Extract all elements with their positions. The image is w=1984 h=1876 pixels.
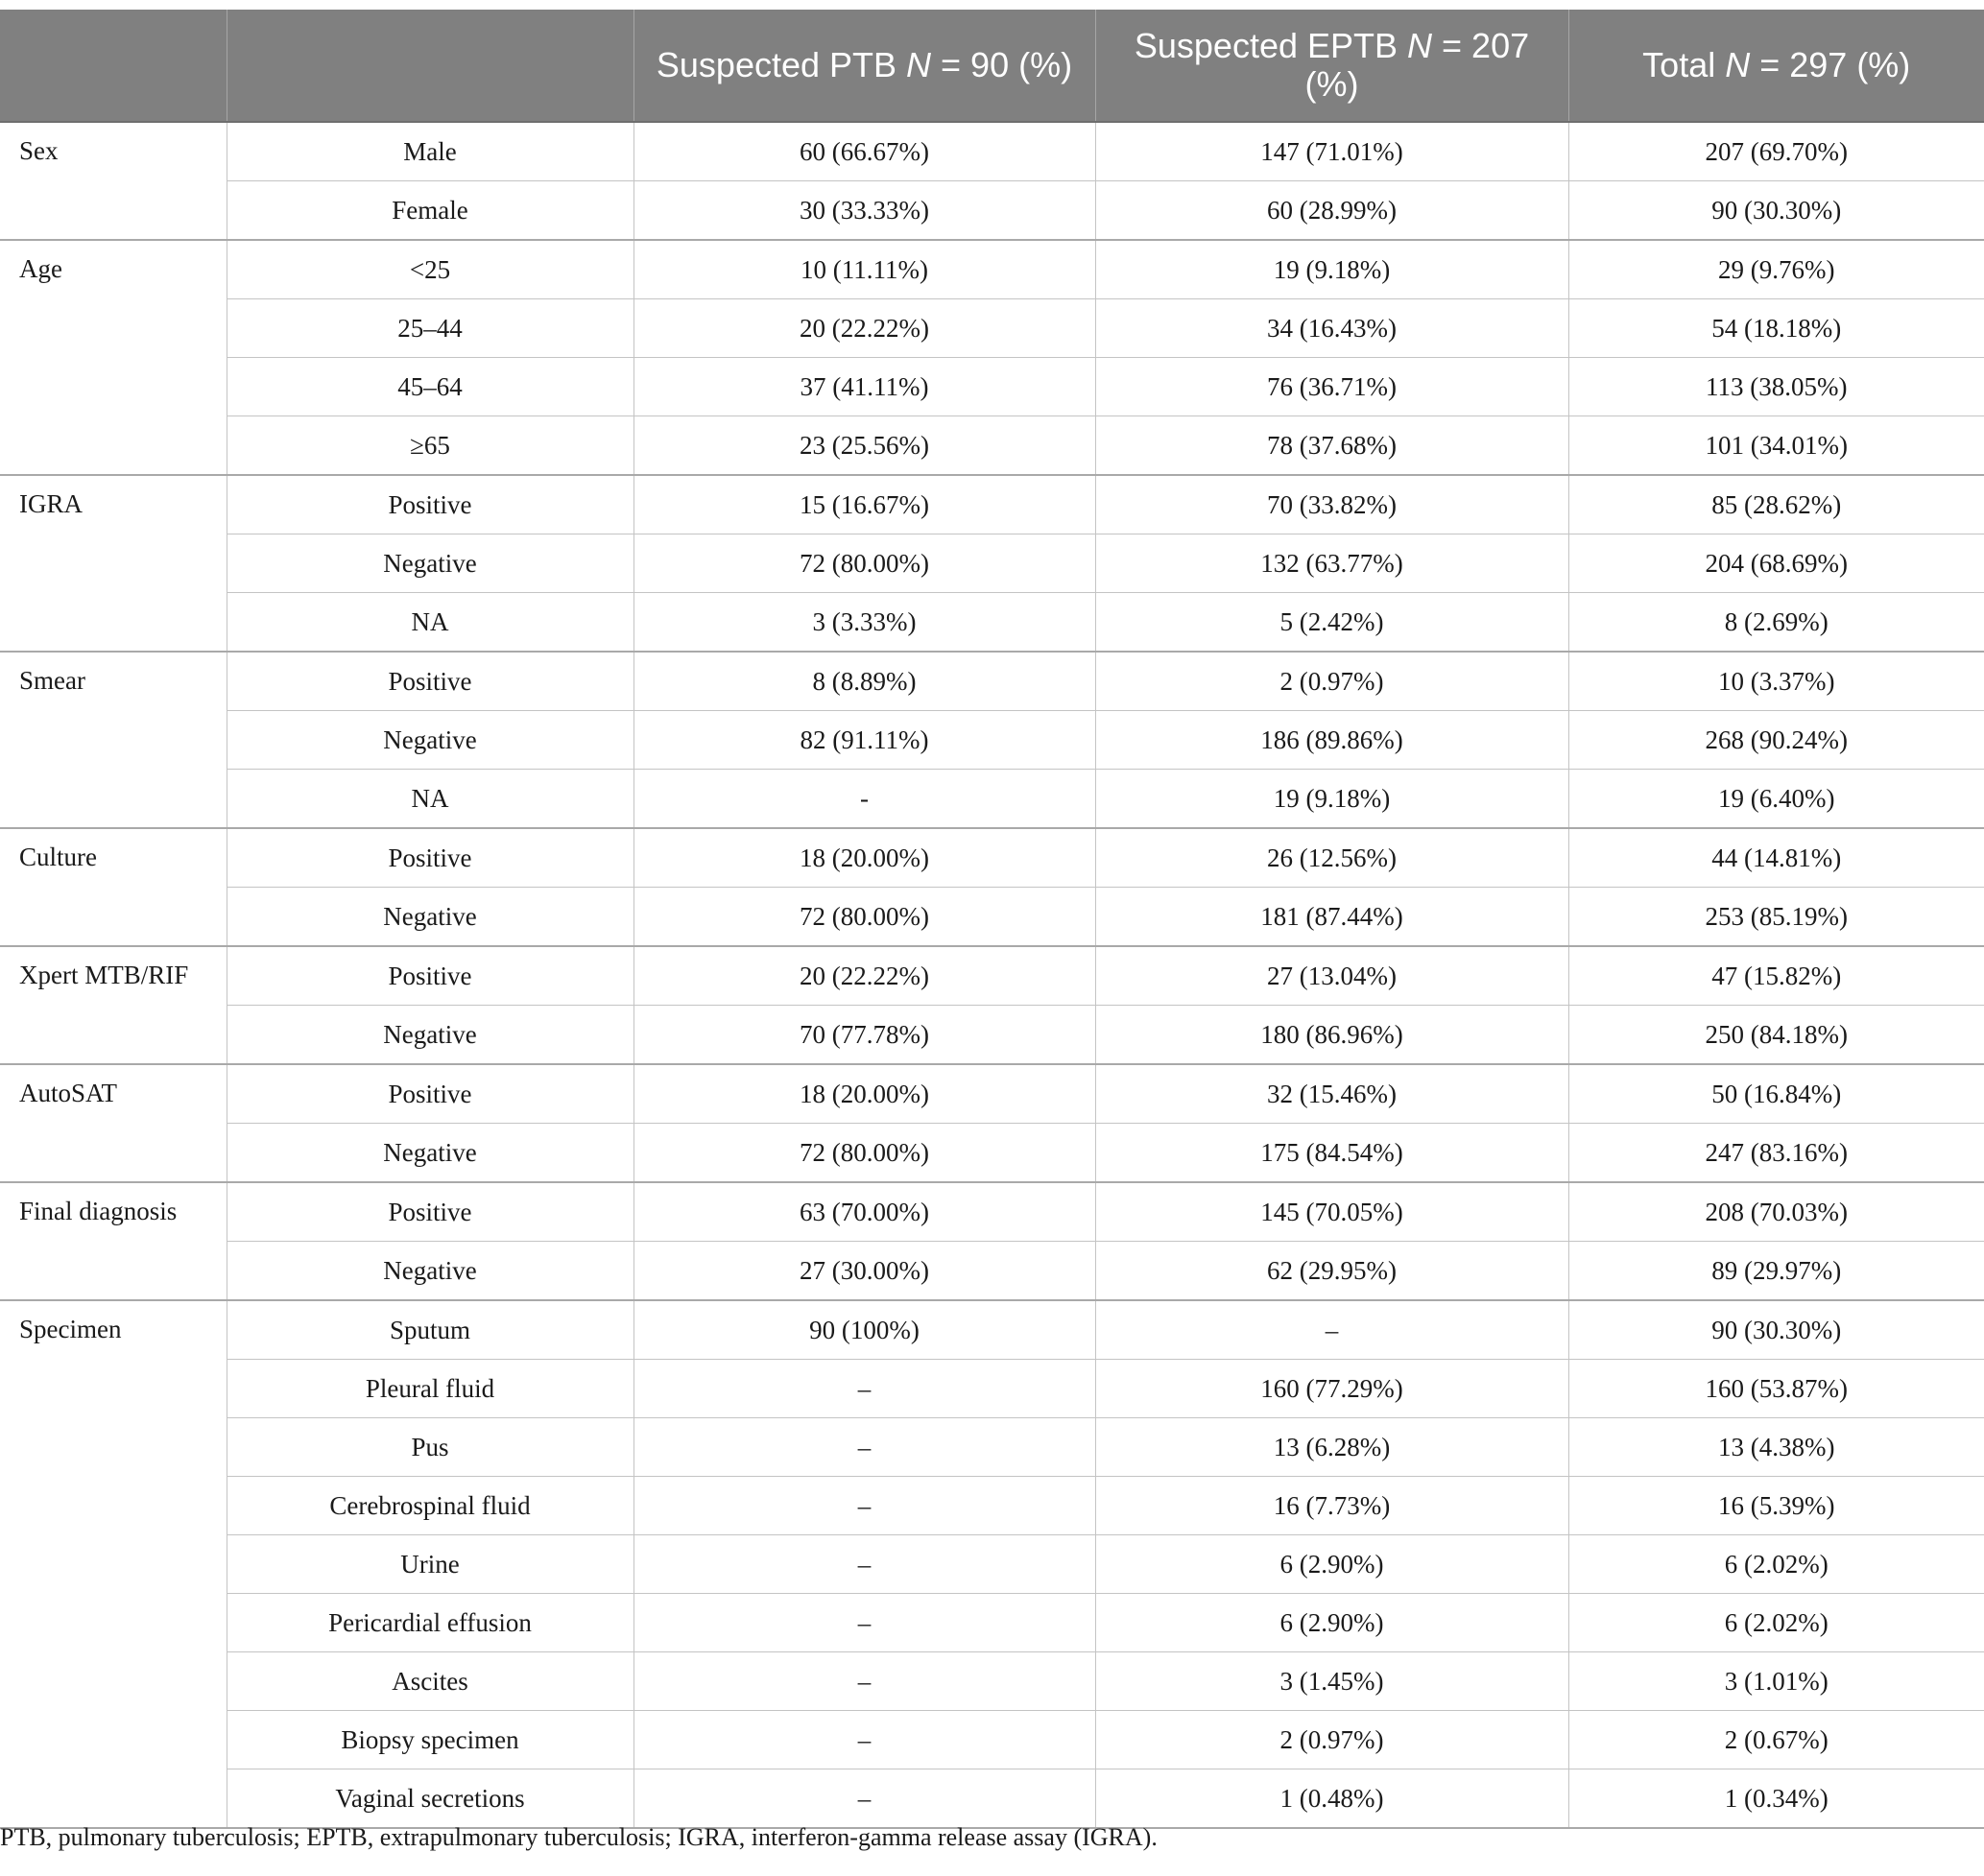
table-row [0,1064,1984,1124]
cell-suspected-eptb: – [1095,1300,1568,1360]
cell-total: 207 (69.70%) [1568,122,1984,181]
table-row [0,1769,1984,1829]
header-total-n: N [1725,45,1751,84]
table-row [0,1711,1984,1769]
cell-suspected-eptb: 6 (2.90%) [1095,1594,1568,1652]
table-row [0,828,1984,888]
header-category [227,10,633,122]
cell-total: 3 (1.01%) [1568,1652,1984,1711]
header-total-prefix: Total [1642,45,1726,84]
cell-suspected-eptb: 70 (33.82%) [1095,475,1568,534]
cell-suspected-eptb: 34 (16.43%) [1095,299,1568,358]
table-row [0,593,1984,653]
table-row [0,358,1984,416]
cell-suspected-eptb: 78 (37.68%) [1095,416,1568,476]
cell-suspected-ptb: - [633,770,1095,829]
cell-total: 13 (4.38%) [1568,1418,1984,1477]
cell-total: 47 (15.82%) [1568,946,1984,1006]
cell-suspected-eptb: 160 (77.29%) [1095,1360,1568,1418]
cell-total: 90 (30.30%) [1568,1300,1984,1360]
cell-suspected-ptb: – [633,1652,1095,1711]
header-row [0,10,1984,122]
row-category: Female [227,181,633,241]
cell-suspected-ptb: 18 (20.00%) [633,828,1095,888]
data-table [0,10,1984,1829]
cell-total: 268 (90.24%) [1568,711,1984,770]
cell-total: 44 (14.81%) [1568,828,1984,888]
cell-suspected-ptb: 82 (91.11%) [633,711,1095,770]
cell-total: 16 (5.39%) [1568,1477,1984,1535]
group-label: AutoSAT [0,1064,227,1182]
group-label: Xpert MTB/RIF [0,946,227,1064]
table-wrapper [0,10,1984,1829]
table-row [0,299,1984,358]
row-category: <25 [227,240,633,299]
row-category: Positive [227,946,633,1006]
table-row [0,1124,1984,1183]
table-row [0,1300,1984,1360]
row-category: Sputum [227,1300,633,1360]
table-row [0,1594,1984,1652]
cell-suspected-ptb: – [633,1769,1095,1829]
cell-suspected-eptb: 26 (12.56%) [1095,828,1568,888]
cell-total: 6 (2.02%) [1568,1535,1984,1594]
row-category: Vaginal secretions [227,1769,633,1829]
table-row [0,711,1984,770]
cell-total: 247 (83.16%) [1568,1124,1984,1183]
group-label: Culture [0,828,227,946]
table-row [0,181,1984,241]
cell-total: 8 (2.69%) [1568,593,1984,653]
cell-suspected-ptb: – [633,1418,1095,1477]
cell-suspected-ptb: 20 (22.22%) [633,946,1095,1006]
cell-suspected-ptb: 18 (20.00%) [633,1064,1095,1124]
table-row [0,1006,1984,1065]
cell-suspected-eptb: 2 (0.97%) [1095,652,1568,711]
table-row [0,475,1984,534]
cell-total: 250 (84.18%) [1568,1006,1984,1065]
table-row [0,888,1984,947]
cell-suspected-eptb: 19 (9.18%) [1095,770,1568,829]
row-category: Negative [227,888,633,947]
cell-total: 90 (30.30%) [1568,181,1984,241]
group-label: Final diagnosis [0,1182,227,1300]
cell-suspected-ptb: 20 (22.22%) [633,299,1095,358]
row-category: Urine [227,1535,633,1594]
cell-suspected-eptb: 5 (2.42%) [1095,593,1568,653]
row-category: Ascites [227,1652,633,1711]
table-row [0,1418,1984,1477]
cell-suspected-ptb: – [633,1477,1095,1535]
row-category: Positive [227,1182,633,1242]
cell-total: 85 (28.62%) [1568,475,1984,534]
group-label: Specimen [0,1300,227,1828]
cell-suspected-eptb: 19 (9.18%) [1095,240,1568,299]
cell-total: 54 (18.18%) [1568,299,1984,358]
table-row [0,652,1984,711]
row-category: Negative [227,1242,633,1301]
cell-total: 208 (70.03%) [1568,1182,1984,1242]
cell-total: 29 (9.76%) [1568,240,1984,299]
cell-total: 113 (38.05%) [1568,358,1984,416]
table-row [0,416,1984,476]
cell-total: 19 (6.40%) [1568,770,1984,829]
cell-suspected-ptb: 8 (8.89%) [633,652,1095,711]
row-category: Positive [227,828,633,888]
header-ptb-prefix: Suspected PTB [656,45,907,84]
cell-suspected-eptb: 27 (13.04%) [1095,946,1568,1006]
cell-suspected-ptb: – [633,1711,1095,1769]
cell-total: 2 (0.67%) [1568,1711,1984,1769]
row-category: Male [227,122,633,181]
cell-suspected-eptb: 60 (28.99%) [1095,181,1568,241]
group-label: Sex [0,122,227,240]
row-category: 25–44 [227,299,633,358]
cell-suspected-ptb: 23 (25.56%) [633,416,1095,476]
cell-suspected-ptb: – [633,1594,1095,1652]
cell-suspected-ptb: 60 (66.67%) [633,122,1095,181]
cell-total: 204 (68.69%) [1568,534,1984,593]
cell-suspected-eptb: 132 (63.77%) [1095,534,1568,593]
cell-suspected-eptb: 13 (6.28%) [1095,1418,1568,1477]
table-row [0,1477,1984,1535]
row-category: Negative [227,711,633,770]
cell-suspected-eptb: 32 (15.46%) [1095,1064,1568,1124]
row-category: ≥65 [227,416,633,476]
table-row [0,1535,1984,1594]
cell-suspected-ptb: – [633,1360,1095,1418]
cell-suspected-ptb: 63 (70.00%) [633,1182,1095,1242]
row-category: Pus [227,1418,633,1477]
table-row [0,946,1984,1006]
cell-suspected-ptb: – [633,1535,1095,1594]
cell-suspected-ptb: 37 (41.11%) [633,358,1095,416]
cell-suspected-eptb: 62 (29.95%) [1095,1242,1568,1301]
table-row [0,1182,1984,1242]
cell-suspected-eptb: 147 (71.01%) [1095,122,1568,181]
cell-suspected-eptb: 16 (7.73%) [1095,1477,1568,1535]
cell-suspected-eptb: 180 (86.96%) [1095,1006,1568,1065]
row-category: Positive [227,1064,633,1124]
table-footnote: PTB, pulmonary tuberculosis; EPTB, extrapulmonary tuberculosis; IGRA, interferon-gamma release assay (IGRA). [0,1823,1158,1851]
table-row [0,770,1984,829]
cell-suspected-ptb: 90 (100%) [633,1300,1095,1360]
cell-suspected-eptb: 3 (1.45%) [1095,1652,1568,1711]
header-ptb-n: N [906,45,932,84]
cell-suspected-ptb: 72 (80.00%) [633,888,1095,947]
cell-suspected-ptb: 15 (16.67%) [633,475,1095,534]
header-suspected-ptb [633,10,1095,122]
cell-suspected-eptb: 1 (0.48%) [1095,1769,1568,1829]
cell-total: 89 (29.97%) [1568,1242,1984,1301]
cell-suspected-ptb: 10 (11.11%) [633,240,1095,299]
cell-suspected-eptb: 175 (84.54%) [1095,1124,1568,1183]
row-category: Pleural fluid [227,1360,633,1418]
row-category: Negative [227,1124,633,1183]
group-label: IGRA [0,475,227,652]
cell-suspected-eptb: 6 (2.90%) [1095,1535,1568,1594]
header-eptb-n: N [1407,26,1433,65]
cell-suspected-ptb: 70 (77.78%) [633,1006,1095,1065]
cell-total: 101 (34.01%) [1568,416,1984,476]
row-category: 45–64 [227,358,633,416]
cell-total: 160 (53.87%) [1568,1360,1984,1418]
row-category: Cerebrospinal fluid [227,1477,633,1535]
table-row [0,1242,1984,1301]
header-ptb-suffix: = 90 (%) [931,45,1073,84]
row-category: Biopsy specimen [227,1711,633,1769]
cell-total: 50 (16.84%) [1568,1064,1984,1124]
table-row [0,534,1984,593]
row-category: Positive [227,475,633,534]
group-label: Smear [0,652,227,828]
cell-suspected-eptb: 2 (0.97%) [1095,1711,1568,1769]
header-total [1568,10,1984,122]
cell-total: 1 (0.34%) [1568,1769,1984,1829]
cell-suspected-eptb: 145 (70.05%) [1095,1182,1568,1242]
group-label: Age [0,240,227,475]
table-body [0,122,1984,1828]
cell-total: 10 (3.37%) [1568,652,1984,711]
header-eptb-suffix: = 207 (%) [1304,26,1530,104]
row-category: Pericardial effusion [227,1594,633,1652]
row-category: Negative [227,534,633,593]
header-eptb-prefix: Suspected EPTB [1134,26,1408,65]
table-row [0,240,1984,299]
cell-suspected-ptb: 27 (30.00%) [633,1242,1095,1301]
row-category: NA [227,593,633,653]
cell-suspected-ptb: 72 (80.00%) [633,1124,1095,1183]
table-row [0,1652,1984,1711]
cell-suspected-ptb: 30 (33.33%) [633,181,1095,241]
table-header [0,10,1984,122]
cell-suspected-ptb: 72 (80.00%) [633,534,1095,593]
cell-total: 6 (2.02%) [1568,1594,1984,1652]
row-category: Negative [227,1006,633,1065]
row-category: NA [227,770,633,829]
table-row [0,1360,1984,1418]
header-suspected-eptb [1095,10,1568,122]
cell-suspected-eptb: 76 (36.71%) [1095,358,1568,416]
row-category: Positive [227,652,633,711]
header-variable [0,10,227,122]
cell-suspected-eptb: 186 (89.86%) [1095,711,1568,770]
table-row [0,122,1984,181]
cell-suspected-ptb: 3 (3.33%) [633,593,1095,653]
cell-suspected-eptb: 181 (87.44%) [1095,888,1568,947]
cell-total: 253 (85.19%) [1568,888,1984,947]
header-total-suffix: = 297 (%) [1750,45,1911,84]
